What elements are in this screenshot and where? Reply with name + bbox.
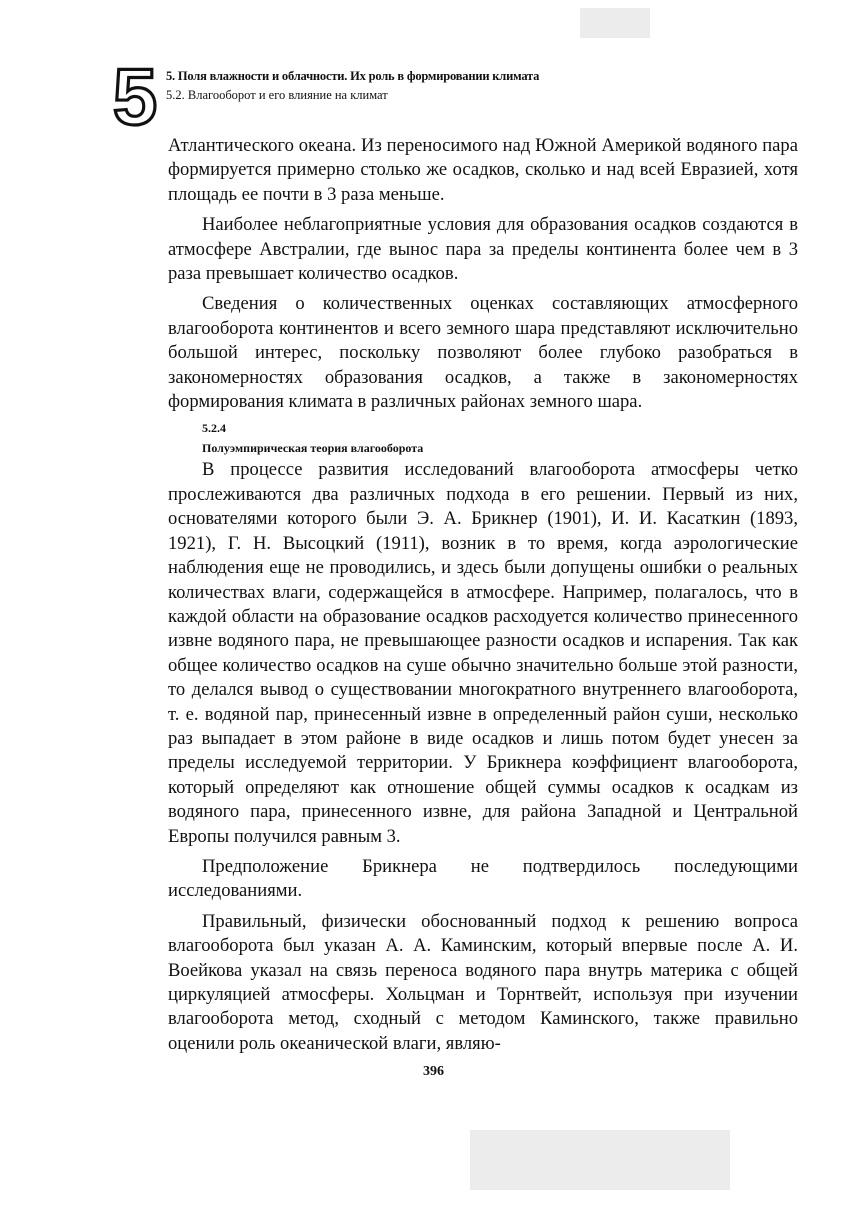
chapter-title: 5. Поля влажности и облачности. Их роль в формировании климата [166,69,540,83]
scan-noise [470,1130,730,1190]
paragraph: В процессе развития исследований влагооборота атмосферы четко прослеживаются два различных подхода в его решении. Первый из них, основателями которого были Э. А. Брикнер (1901), И. И. Касаткин (1893, 1921), Г. Н. Высоцкий (1911), возник в то время, когда аэрологические наблюдения еще не проводились, и здесь были допущены ошибки о реальных количествах влаги, содержащейся в атмосфере. Например, полагалось, что в каждой области на образование осадков расходуется количество принесенного извне водяного пара, не превышающее разности осадков и испарения. Так как общее количество осадков на суше обычно значительно больше этой разности, то делался вывод о существовании многократного внутреннего влагооборота, т. е. водяной пар, принесенный извне в определенный район суши, несколько раз выпадает в этом районе в виде осадков и лишь потом будет унесен за пределы исследуемой территории. У Брикнера коэффициент влагооборота, который определяют как отношение общей суммы осадков к осадкам из водяного пара, принесенного извне, для района Западной и Центральной Европы получился равным 3. [168,459,798,847]
running-head [166,68,766,103]
paragraph: Атлантического океана. Из переносимого над Южной Америкой водяного пара формируется примерно столько же осадков, сколько и над всей Евразией, хотя площадь ее почти в 3 раза меньше. [168,135,798,205]
chapter-digit: 5 [112,62,158,132]
page-body [168,134,798,1056]
scan-noise [580,8,650,38]
paragraph: Наиболее неблагоприятные условия для образования осадков создаются в атмосфере Австралии, где вынос пара за пределы континента более чем в 3 раза превышает количество осадков. [168,214,798,285]
paragraph: Правильный, физически обоснованный подход к решению вопроса влагооборота был указан А. А. Каминским, который впервые после А. И. Воейкова указал на связь переноса водяного пара внутрь материка с общей циркуляцией атмосферы. Хольцман и Торнтвейт, используя при изучении влагооборота метод, сходный с методом Каминского, также правильно оценили роль океанической влаги, являю- [168,910,798,1054]
page-number: 396 [423,1064,444,1079]
subsection-title: Полуэмпирическая теория влагооборота [202,441,424,456]
paragraph: Сведения о количественных оценках составляющих атмосферного влагооборота континентов и всего земного шара представляют исключительно большой интерес, поскольку позволяют более глубоко разобраться в закономерностях образования осадков, а также в закономерностях формирования климата в различных районах земного шара. [168,293,798,413]
paragraph: Предположение Брикнера не подтвердилось последующими исследованиями. [168,855,798,902]
subsection-number: 5.2.4 [202,421,226,436]
chapter-number-badge [112,62,158,132]
section-title: 5.2. Влагооборот и его влияние на климат [166,88,388,102]
